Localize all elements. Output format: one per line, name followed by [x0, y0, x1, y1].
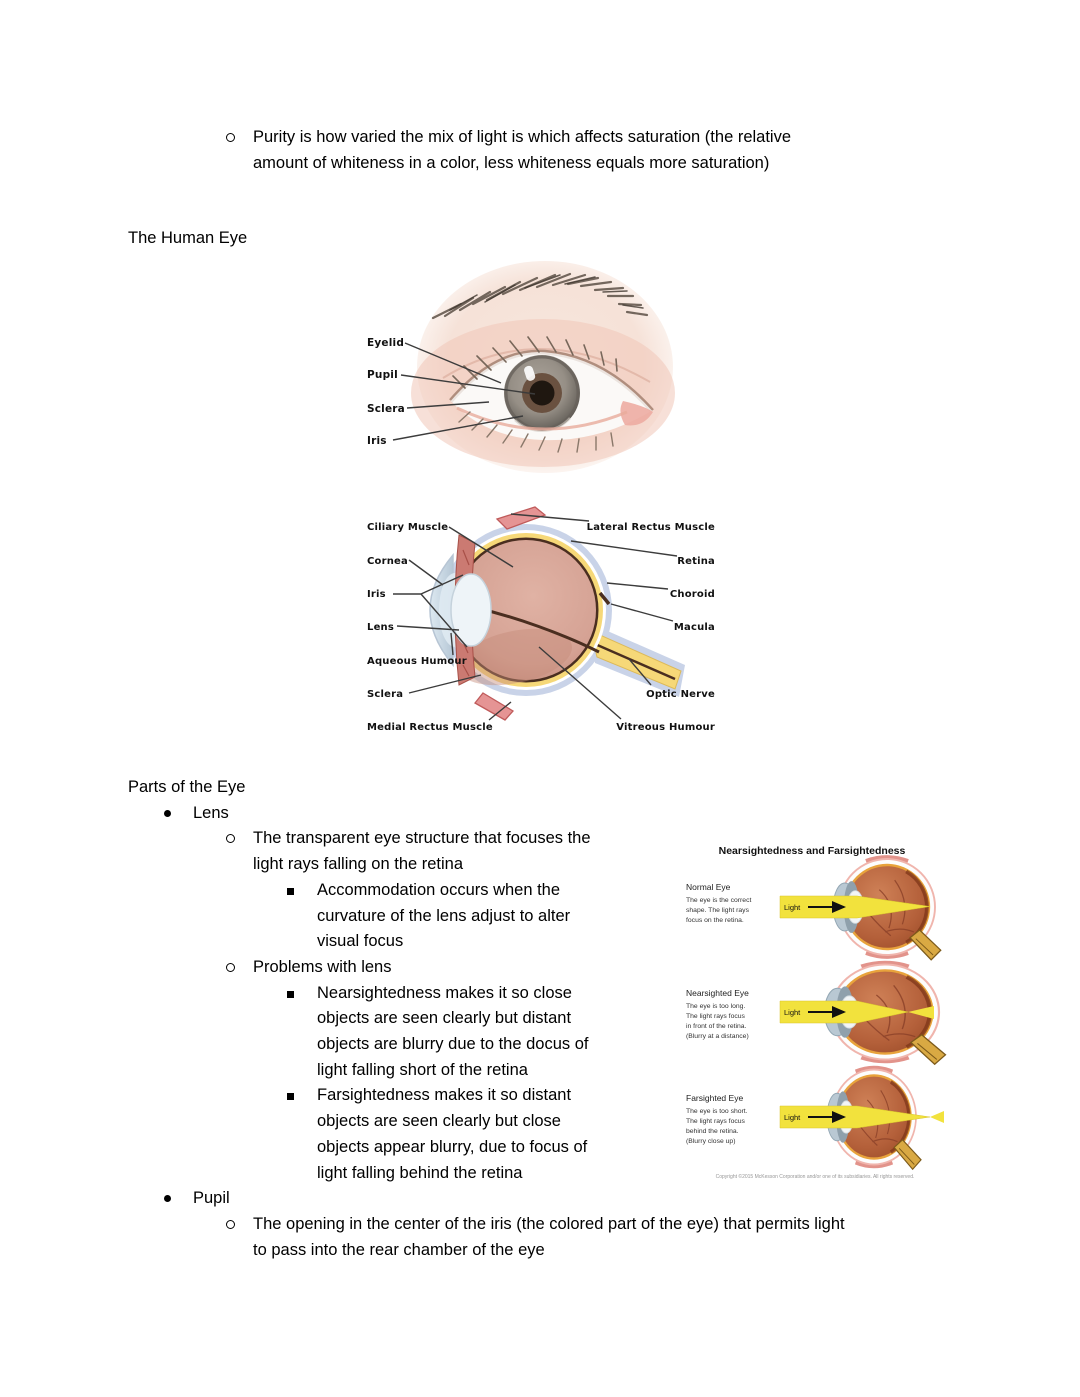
label-aqueous-humour: Aqueous Humour [367, 656, 467, 667]
section-heading: Parts of the Eye [128, 778, 246, 796]
panel-body-line: The eye is the correct [686, 897, 752, 904]
text-line-content: amount of whiteness in a color, less whiteness equals more saturation) [253, 153, 770, 172]
bullet-circle-icon [226, 963, 235, 972]
list-item: Problems with lens [128, 955, 1028, 981]
heading-the-human-eye: The Human Eye [128, 229, 248, 247]
label-macula: Macula [673, 622, 715, 633]
panel-heading: Nearsighted Eye [686, 988, 749, 998]
list-item: Farsightedness makes it so distant [128, 1083, 1028, 1109]
panel-body-line: The eye is too long. [686, 1003, 746, 1010]
light-beam-tip [930, 1111, 944, 1123]
panel-body-line: The light rays focus [686, 1013, 745, 1020]
figure-title: Nearsightedness and Farsightedness [718, 845, 906, 857]
panel-nearsighted-eye [686, 963, 945, 1065]
external-eye-figure [365, 260, 685, 480]
label-iris: Iris [367, 589, 386, 600]
list-item: Pupil [128, 1186, 1028, 1212]
label-cornea: Cornea [367, 556, 408, 567]
light-label: Light [784, 1008, 801, 1017]
panel-normal-eye [686, 857, 941, 960]
bullet-circle-icon [226, 834, 235, 843]
list-item-continuation: objects appear blurry, due to focus of [317, 1137, 588, 1156]
label-eyelid: Eyelid [367, 337, 405, 349]
list-item-continuation: light rays falling on the retina [253, 855, 464, 874]
label-iris: Iris [367, 435, 387, 447]
list-item-continuation: objects are seen clearly but distant [317, 1009, 572, 1028]
panel-body-line: focus on the retina. [686, 917, 744, 924]
vision-conditions-illustration [672, 830, 952, 1198]
list-item: Lens [128, 801, 1028, 827]
panel-farsighted-eye [686, 1068, 944, 1170]
pupil [530, 381, 555, 406]
light-label: Light [784, 1113, 801, 1122]
list-item: The opening in the center of the iris (the colored part of the eye) that permits light [128, 1212, 1028, 1238]
panel-body-line: (Blurry close up) [686, 1138, 736, 1145]
list-item-continuation: light falling behind the retina [317, 1163, 523, 1182]
vision-conditions-figure [672, 830, 952, 1198]
eye-cross-section-illustration [365, 505, 717, 745]
bullet-circle-icon [226, 133, 235, 142]
list-item-continuation: objects are blurry due to the docus of [317, 1035, 589, 1054]
purity-paragraph [128, 125, 1028, 176]
list-item: The transparent eye structure that focuses the [128, 826, 1028, 852]
text-line-content: Purity is how varied the mix of light is which affects saturation (the relative [253, 128, 792, 146]
list-item-continuation: light falling short of the retina [317, 1060, 528, 1079]
label-lens: Lens [367, 622, 395, 633]
bullet-dot-icon [164, 810, 171, 817]
label-choroid: Choroid [669, 589, 715, 600]
panel-body-line: behind the retina. [686, 1128, 739, 1135]
eye-cross-section-figure [365, 505, 717, 745]
label-ciliary-muscle: Ciliary Muscle [367, 522, 449, 533]
list-item-continuation: visual focus [317, 932, 404, 951]
label-retina: Retina [677, 556, 715, 567]
bullet-square-icon [287, 888, 294, 895]
label-medial-rectus-muscle: Medial Rectus Muscle [367, 722, 493, 733]
panel-body-line: The eye is too short. [686, 1108, 748, 1115]
label-vitreous-humour: Vitreous Humour [616, 722, 715, 733]
list-item: Nearsightedness makes it so close [128, 981, 1028, 1007]
panel-body-line: in front of the retina. [686, 1023, 747, 1030]
list-item-continuation: to pass into the rear chamber of the eye [253, 1240, 545, 1259]
label-sclera: Sclera [367, 403, 405, 415]
copyright-line: Copyright ©2015 McKesson Corporation and/or one of its subsidiaries. All rights reserved. [715, 1174, 915, 1180]
label-optic-nerve: Optic Nerve [646, 689, 715, 700]
label-lateral-rectus-muscle: Lateral Rectus Muscle [586, 522, 715, 533]
panel-heading: Normal Eye [686, 882, 731, 892]
list-item-continuation: objects are seen clearly but close [317, 1112, 561, 1131]
panel-body-line: shape. The light rays [686, 907, 749, 914]
panel-body-line: The light rays focus [686, 1118, 745, 1125]
label-sclera: Sclera [367, 689, 404, 700]
panel-heading: Farsighted Eye [686, 1093, 744, 1103]
bullet-square-icon [287, 1093, 294, 1100]
list-item: Accommodation occurs when the [128, 878, 1028, 904]
bullet-dot-icon [164, 1195, 171, 1202]
label-pupil: Pupil [367, 369, 398, 381]
list-item-continuation: curvature of the lens adjust to alter [317, 906, 571, 925]
bullet-circle-icon [226, 1220, 235, 1229]
panel-body-line: (Blurry at a distance) [686, 1033, 749, 1040]
text-line [128, 125, 1028, 151]
light-label: Light [784, 903, 801, 912]
text-line [128, 151, 1028, 177]
bullet-square-icon [287, 991, 294, 998]
external-eye-illustration [365, 260, 685, 480]
